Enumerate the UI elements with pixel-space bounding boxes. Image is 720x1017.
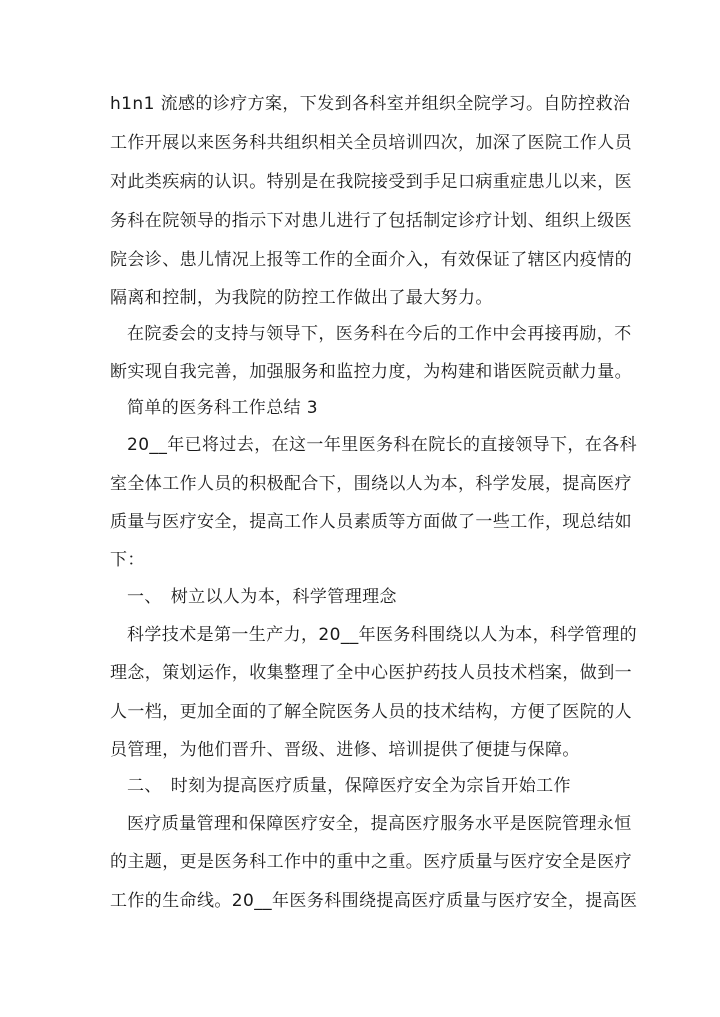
text-line: 工作的生命线。20__年医务科围绕提高医疗质量与医疗安全，提高医 [110, 891, 638, 911]
section-heading: 一、 树立以人为本，科学管理理念 [127, 587, 397, 607]
text-line: 室全体工作人员的积极配合下，围绕以人为本，科学发展，提高医疗 [110, 474, 632, 494]
text-line: 工作开展以来医务科共组织相关全员培训四次，加深了医院工作人员 [110, 133, 632, 153]
text-line: 下： [110, 550, 145, 570]
text-line: 院会诊、患儿情况上报等工作的全面介入，有效保证了辖区内疫情的 [110, 250, 632, 270]
text-line: 理念，策划运作，收集整理了全中心医护药技人员技术档案，做到一 [110, 663, 632, 683]
text-line: 隔离和控制，为我院的防控工作做出了最大努力。 [110, 288, 493, 308]
section-heading: 简单的医务科工作总结 3 [127, 398, 319, 418]
text-line: 科学技术是第一生产力，20__年医务科围绕以人为本，科学管理的 [127, 625, 638, 645]
section-heading: 二、 时刻为提高医疗质量，保障医疗安全为宗旨开始工作 [127, 776, 571, 796]
text-line: 员管理，为他们晋升、晋级、进修、培训提供了便捷与保障。 [110, 740, 580, 760]
text-line: 对此类疾病的认识。特别是在我院接受到手足口病重症患儿以来，医 [110, 172, 632, 192]
text-line: 医疗质量管理和保障医疗安全，提高医疗服务水平是医院管理永恒 [127, 814, 632, 834]
text-line: 人一档，更加全面的了解全院医务人员的技术结构，方便了医院的人 [110, 702, 632, 722]
text-line: 在院委会的支持与领导下，医务科在今后的工作中会再接再励，不 [127, 324, 632, 344]
text-line: 20__年已将过去，在这一年里医务科在院长的直接领导下，在各科 [127, 435, 638, 455]
text-line: 的主题，更是医务科工作中的重中之重。医疗质量与医疗安全是医疗 [110, 852, 632, 872]
text-line: h1n1 流感的诊疗方案，下发到各科室并组织全院学习。自防控救治 [110, 94, 631, 114]
text-line: 质量与医疗安全，提高工作人员素质等方面做了一些工作，现总结如 [110, 512, 632, 532]
text-line: 断实现自我完善，加强服务和监控力度，为构建和谐医院贡献力量。 [110, 362, 632, 382]
text-line: 务科在院领导的指示下对患儿进行了包括制定诊疗计划、组织上级医 [110, 211, 632, 231]
